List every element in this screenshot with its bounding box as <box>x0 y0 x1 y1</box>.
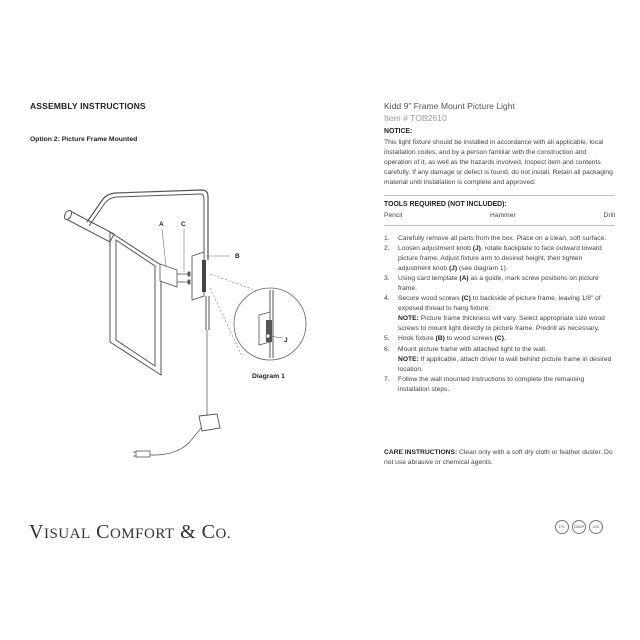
divider <box>384 195 615 196</box>
tools-list <box>384 211 615 221</box>
item-number: Item # TOB2610 <box>384 113 447 123</box>
brand-logo: VISUAL COMFORT & CO. <box>29 521 232 543</box>
tool-hammer: Hammer <box>490 212 516 219</box>
card-template-a <box>160 264 177 287</box>
etl-mark-icon: ETL <box>555 520 569 534</box>
step-5: 5. Hook fixture (B) to wood screws (C). <box>384 335 506 343</box>
assembly-diagram <box>30 170 340 490</box>
lamp-shade <box>63 209 114 242</box>
care-instructions: CARE INSTRUCTIONS: Clean only with a soft dry cloth or feather duster. Do not use abrasive or chemical agents. <box>384 449 613 467</box>
step-1: 1. Carefully remove all parts from the box. Place on a clean, soft surface. <box>384 235 607 242</box>
option-label: Option 2: Picture Frame Mounted <box>30 136 138 143</box>
label-c: C <box>181 221 186 228</box>
label-j: J <box>284 337 288 344</box>
label-a: A <box>159 221 164 228</box>
notice-text: This light fixture should be installed in accordance with all applicable, local installation codes, and by a person familiar with the construction and operation of it, as well as the hazards involved. Inspect item and contents carefully. If any damage or defect is found, do not install. Retain all packaging material until installation is complete and approved. <box>384 139 613 187</box>
damp-location-icon: DAMP <box>572 520 586 534</box>
step-4: 4. Secure wood screws (C) to backside of picture frame, leaving 1/8” of exposed thread to hang fixture. NOTE: Picture frame thickness will vary. Select appropriate size wood screws to mount light directly to picture frame. Predrill as necessary. <box>384 295 605 333</box>
tools-label: TOOLS REQUIRED (NOT INCLUDED): <box>384 201 507 208</box>
step-2: 2. Loosen adjustment knob (J), rotate backplate to face outward toward picture frame. Adjust fixture arm to desired height, then tighten adjustment knob (J) (see diagram 1). <box>384 245 602 273</box>
assembly-instructions-heading: ASSEMBLY INSTRUCTIONS <box>30 101 146 111</box>
plug <box>133 451 150 457</box>
diagram-1-caption: Diagram 1 <box>252 373 285 380</box>
step-3: 3. Using card template (A) as a guide, mark screw positions on picture frame. <box>384 275 599 293</box>
step-7: 7. Follow the wall mounted instructions to complete the remaining installation steps. <box>384 375 585 393</box>
notice-label: NOTICE: <box>384 128 413 135</box>
product-title: Kidd 9” Frame Mount Picture Light <box>384 101 515 111</box>
picture-frame <box>110 232 161 375</box>
tool-drill: Drill <box>603 212 615 219</box>
adjustment-knob-j <box>266 334 270 338</box>
fixture-arm <box>87 190 208 260</box>
wood-screws-c <box>177 272 190 284</box>
diagram-1-detail <box>234 288 306 360</box>
tool-pencil: Pencil <box>384 212 403 219</box>
led-icon: LED <box>589 520 603 534</box>
steps-list <box>384 234 615 395</box>
driver-box <box>199 414 220 431</box>
divider <box>384 225 615 226</box>
label-b: B <box>235 253 240 260</box>
certification-marks <box>555 520 603 534</box>
step-6: 6. Mount picture frame with attached light to the wall. NOTE: If applicable, attach driver to wall behind picture frame in desired location. <box>384 345 612 373</box>
